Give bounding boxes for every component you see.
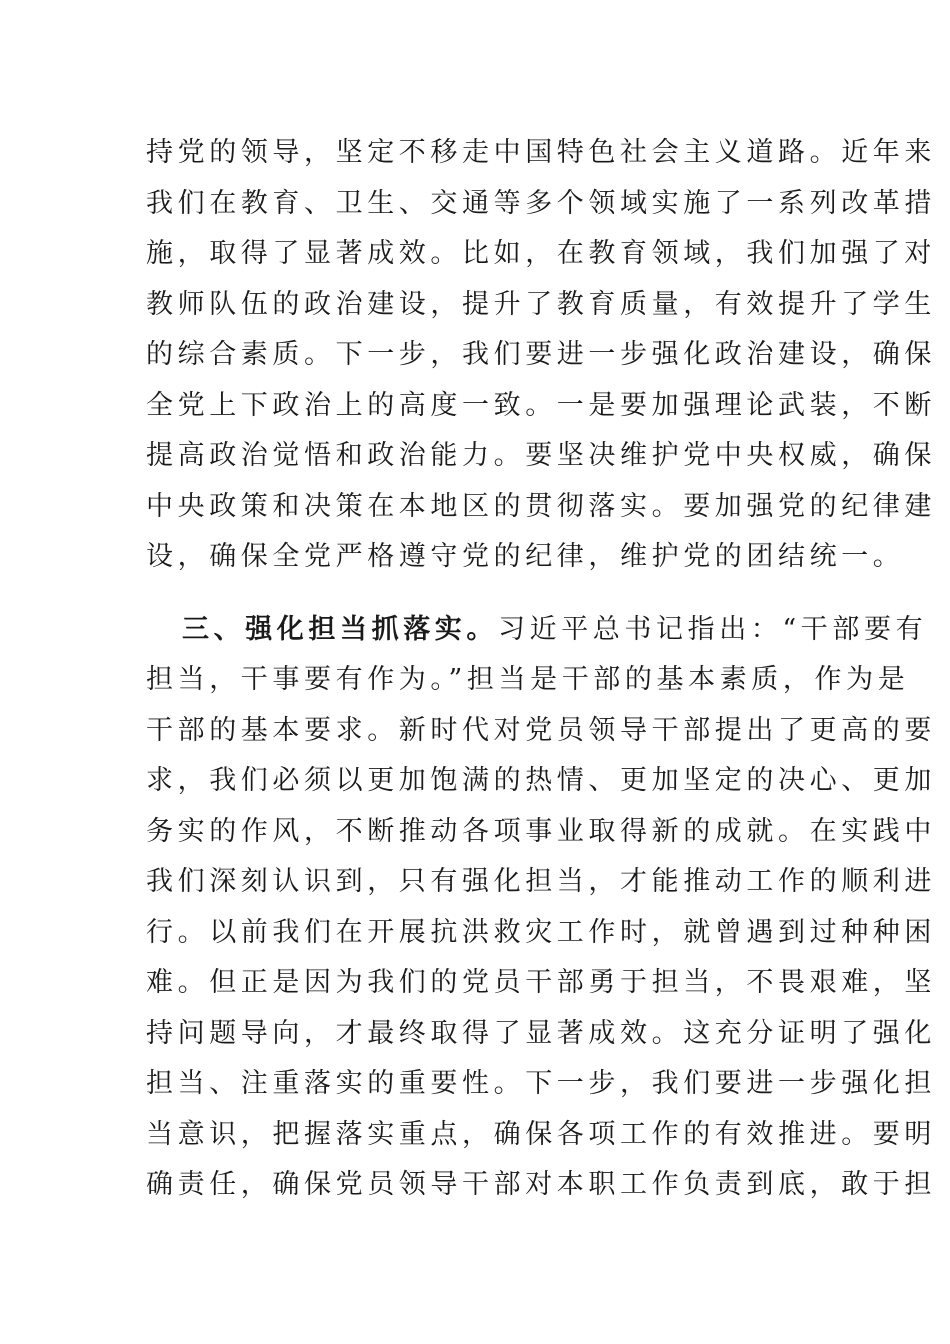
text-line: 教师队伍的政治建设，提升了教育质量，有效提升了学生: [146, 288, 936, 320]
text-line: 当意识，把握落实重点，确保各项工作的有效推进。要明: [146, 1118, 936, 1150]
document-body: [146, 128, 936, 1211]
text-line: 中央政策和决策在本地区的贯彻落实。要加强党的纪律建: [146, 490, 936, 522]
text-line: 干部的基本要求。新时代对党员领导干部提出了更高的要: [146, 714, 936, 746]
text-line: 的综合素质。下一步，我们要进一步强化政治建设，确保: [146, 339, 936, 370]
paragraph-politics: [146, 128, 936, 583]
text-line: 难。但正是因为我们的党员干部勇于担当，不畏艰难，坚: [146, 967, 936, 998]
heading-continuation: 习近平总书记指出：“干部要有: [498, 613, 928, 645]
paragraph-spacer: [146, 583, 816, 605]
paragraph-first-line: [146, 605, 928, 656]
text-line: 持问题导向，才最终取得了显著成效。这充分证明了强化: [146, 1017, 936, 1049]
text-line: 我们深刻认识到，只有强化担当，才能推动工作的顺利进: [146, 866, 936, 897]
text-line: 提高政治觉悟和政治能力。要坚决维护党中央权威，确保: [146, 440, 936, 471]
text-line: 施，取得了显著成效。比如，在教育领域，我们加强了对: [146, 238, 936, 269]
text-line: 全党上下政治上的高度一致。一是要加强理论武装，不断: [146, 389, 936, 421]
text-line: 担当、注重落实的重要性。下一步，我们要进一步强化担: [146, 1068, 936, 1099]
text-line: 行。以前我们在开展抗洪救灾工作时，就曾遇到过种种困: [146, 916, 936, 948]
text-line: 设，确保全党严格遵守党的纪律，维护党的团结统一。: [146, 541, 905, 572]
text-line: 担当，干事要有作为。”担当是干部的基本素质，作为是: [146, 664, 910, 695]
section-heading: 三、强化担当抓落实。: [182, 613, 498, 645]
text-line: 我们在教育、卫生、交通等多个领域实施了一系列改革措: [146, 187, 936, 219]
text-line: 持党的领导，坚定不移走中国特色社会主义道路。近年来: [146, 137, 936, 168]
text-line: 求，我们必须以更加饱满的热情、更加坚定的决心、更加: [146, 765, 936, 796]
text-line: 务实的作风，不断推动各项事业取得新的成就。在实践中: [146, 815, 936, 847]
paragraph-responsibility: [146, 605, 936, 1211]
text-line: 确责任，确保党员领导干部对本职工作负责到底，敢于担: [146, 1169, 936, 1200]
